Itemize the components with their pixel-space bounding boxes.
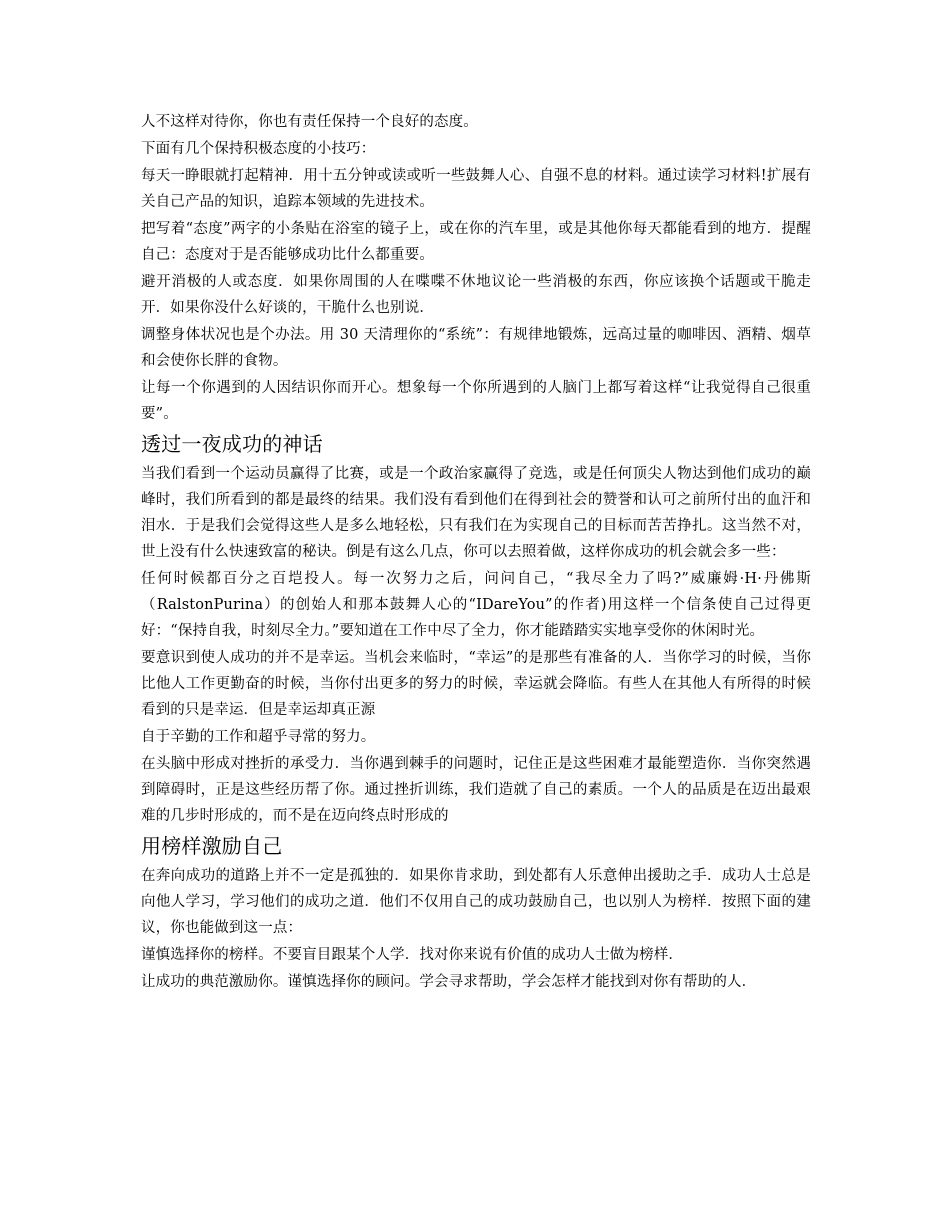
para-tip-happy: 让每一个你遇到的人因结识你而开心。想象每一个你所遇到的人脑门上都写着这样“让我觉得自己很重要”。 [141, 380, 811, 422]
para-myth-luck: 要意识到使人成功的并不是幸运。当机会来临时，“幸运”的是那些有准备的人．当你学习的时候，当你比他人工作更勤奋的时候，当你付出更多的努力的时候，幸运就会降临。有些人在其他人有所得的时候看到的只是幸运．但是幸运却真正源 [141, 650, 811, 718]
heading-overnight-myth: 透过一夜成功的神话 [141, 432, 323, 456]
para-myth-luck-cont: 自于辛勤的工作和超乎寻常的努力。 [141, 729, 376, 745]
document-body [141, 109, 811, 996]
para-intro-end: 人不这样对待你，你也有责任保持一个良好的态度。 [141, 114, 478, 130]
para-myth-body: 当我们看到一个运动员赢得了比赛，或是一个政治家赢得了竞选，或是任何顶尖人物达到他们成功的巅峰时，我们所看到的都是最终的结果。我们没有看到他们在得到社会的赞誉和认可之前所付出的血汗和泪水．于是我们会觉得这些人是多么地轻松，只有我们在为实现自己的目标而苦苦挣扎。这当然不对，世上没有什么快速致富的秘诀。倒是有这么几点，你可以去照着做，这样你成功的机会就会多一些： [141, 466, 811, 560]
heading-role-model: 用榜样激励自己 [141, 834, 283, 858]
para-role-choose: 谨慎选择你的榜样。不要盲目跟某个人学．找对你来说有价值的成功人士做为榜样． [141, 947, 684, 963]
para-tip-note: 把写着“态度”两字的小条贴在浴室的镜子上，或在你的汽车里，或是其他你每天都能看到的地方．提醒自己：态度对于是否能够成功比什么都重要。 [141, 221, 811, 263]
para-tip-avoid: 避开消极的人或态度．如果你周围的人在喋喋不休地议论一些消极的东西，你应该换个话题或干脆走开．如果你没什么好谈的，干脆什么也别说． [141, 274, 811, 316]
para-myth-frustration: 在头脑中形成对挫折的承受力．当你遇到棘手的问题时，记住正是这些困难才最能塑造你．当你突然遇到障碍时，正是这些经历帮了你。通过挫折训练，我们造就了自己的素质。一个人的品质是在迈出最艰难的几步时形成的，而不是在迈向终点时形成的 [141, 756, 811, 824]
para-tip-morning: 每天一睁眼就打起精神．用十五分钟或读或听一些鼓舞人心、自强不息的材料。通过读学习材料!扩展有关自己产品的知识，追踪本领域的先进技术。 [141, 168, 811, 210]
para-tips-intro: 下面有几个保持积极态度的小技巧： [141, 141, 376, 157]
para-role-advisor: 让成功的典范激励你。谨慎选择你的顾问。学会寻求帮助，学会怎样才能找到对你有帮助的人． [141, 974, 757, 990]
para-tip-body: 调整身体状况也是个办法。用 30 天清理你的“系统”：有规律地锻炼，远高过量的咖啡因、酒精、烟草和会使你长胖的食物。 [141, 327, 811, 369]
para-role-body: 在奔向成功的道路上并不一定是孤独的．如果你肯求助，到处都有人乐意伸出援助之手．成功人士总是向他人学习，学习他们的成功之道．他们不仅用自己的成功鼓励自己，也以别人为榜样．按照下面的建议，你也能做到这一点： [141, 868, 811, 936]
para-myth-effort: 任何时候都百分之百垲投人。每一次努力之后，问问自己，“我尽全力了吗?”威廉姆·H·丹佛斯（RalstonPurina）的创始人和那本鼓舞人心的“IDareYou”的作者)用这样一个信条使自己过得更好：“保持自我，时刻尽全力。”要知道在工作中尽了全力，你才能踏踏实实地享受你的休闲时光。 [141, 571, 811, 639]
